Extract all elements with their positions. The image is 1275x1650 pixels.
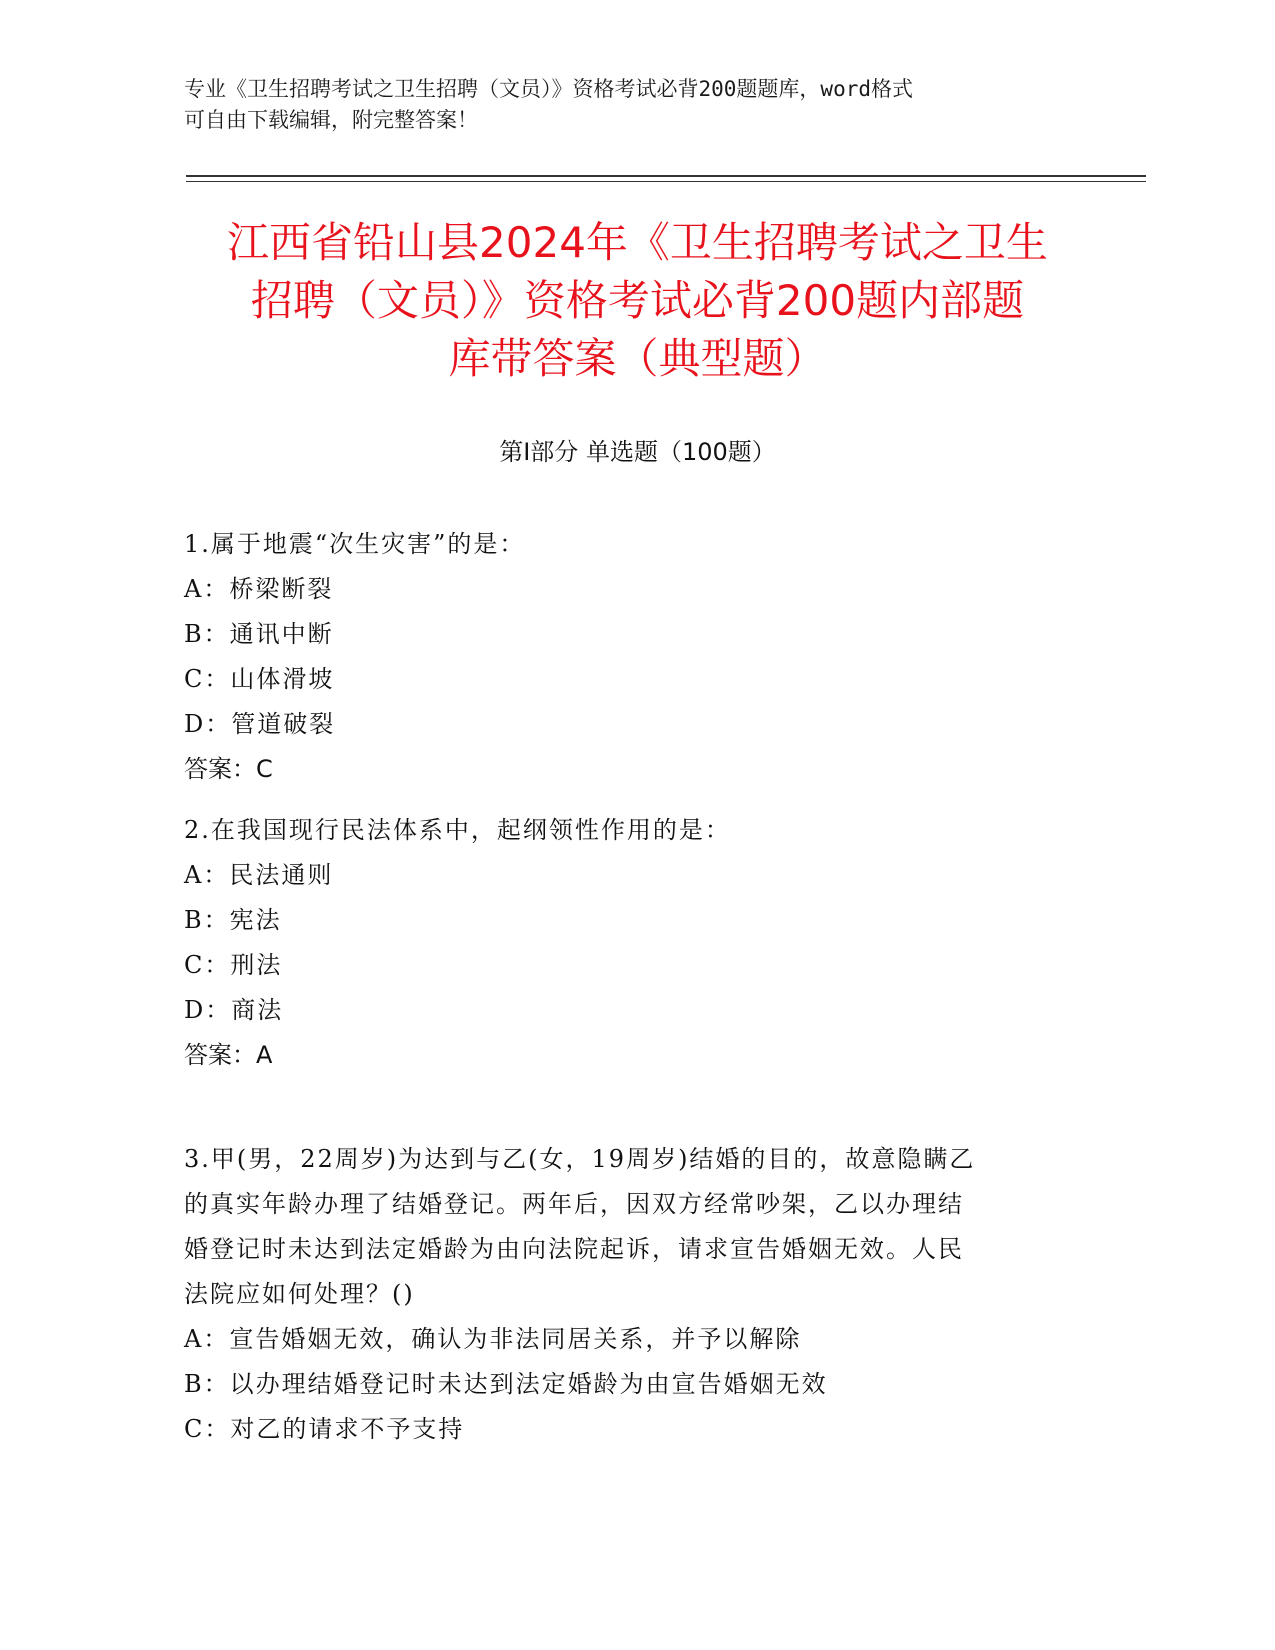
question-3-option-c: C：对乙的请求不予支持 <box>184 1415 465 1443</box>
title-line-3: 库带答案（典型题） <box>448 334 827 383</box>
document-title <box>120 214 1155 388</box>
section-heading: 第I部分 单选题（100题） <box>499 438 776 466</box>
question-3-stem-line-1: 3.甲(男，22周岁)为达到与乙(女，19周岁)结婚的目的，故意隐瞒乙 <box>184 1145 976 1173</box>
question-3-stem-line-2: 的真实年龄办理了结婚登记。两年后，因双方经常吵架，乙以办理结 <box>184 1190 964 1218</box>
question-3-stem-line-3: 婚登记时未达到法定婚龄为由向法院起诉，请求宣告婚姻无效。人民 <box>184 1235 964 1263</box>
intro-line-1: 专业《卫生招聘考试之卫生招聘（文员）》资格考试必背200题题库，word格式 <box>184 77 913 101</box>
question-1-stem: 1.属于地震“次生灾害”的是： <box>184 530 526 558</box>
question-1-option-a: A：桥梁断裂 <box>184 575 334 603</box>
question-2-stem: 2.在我国现行民法体系中，起纲领性作用的是： <box>184 816 731 844</box>
question-3-stem-line-4: 法院应如何处理？() <box>184 1280 415 1308</box>
title-line-1: 江西省铅山县2024年《卫生招聘考试之卫生 <box>227 218 1048 267</box>
question-2-answer: 答案：A <box>184 1041 273 1069</box>
title-line-2: 招聘（文员）》资格考试必背200题内部题 <box>250 276 1025 325</box>
question-3-option-a: A：宣告婚姻无效，确认为非法同居关系，并予以解除 <box>184 1325 802 1353</box>
question-1 <box>184 522 1084 792</box>
question-2-option-a: A：民法通则 <box>184 861 334 889</box>
question-2-option-b: B：宪法 <box>184 906 282 934</box>
question-1-answer: 答案：C <box>184 755 273 783</box>
question-3-option-b: B：以办理结婚登记时未达到法定婚龄为由宣告婚姻无效 <box>184 1370 828 1398</box>
question-3 <box>184 1137 1084 1452</box>
question-2-option-d: D：商法 <box>184 996 284 1024</box>
question-2-option-c: C：刑法 <box>184 951 283 979</box>
intro-text <box>184 74 1064 136</box>
question-1-option-c: C：山体滑坡 <box>184 665 335 693</box>
intro-line-2: 可自由下载编辑，附完整答案！ <box>184 108 478 132</box>
question-1-option-d: D：管道破裂 <box>184 710 336 738</box>
question-1-option-b: B：通讯中断 <box>184 620 334 648</box>
header-rule-thick <box>186 175 1146 177</box>
question-2 <box>184 808 1084 1078</box>
header-rule-thin <box>186 181 1146 182</box>
